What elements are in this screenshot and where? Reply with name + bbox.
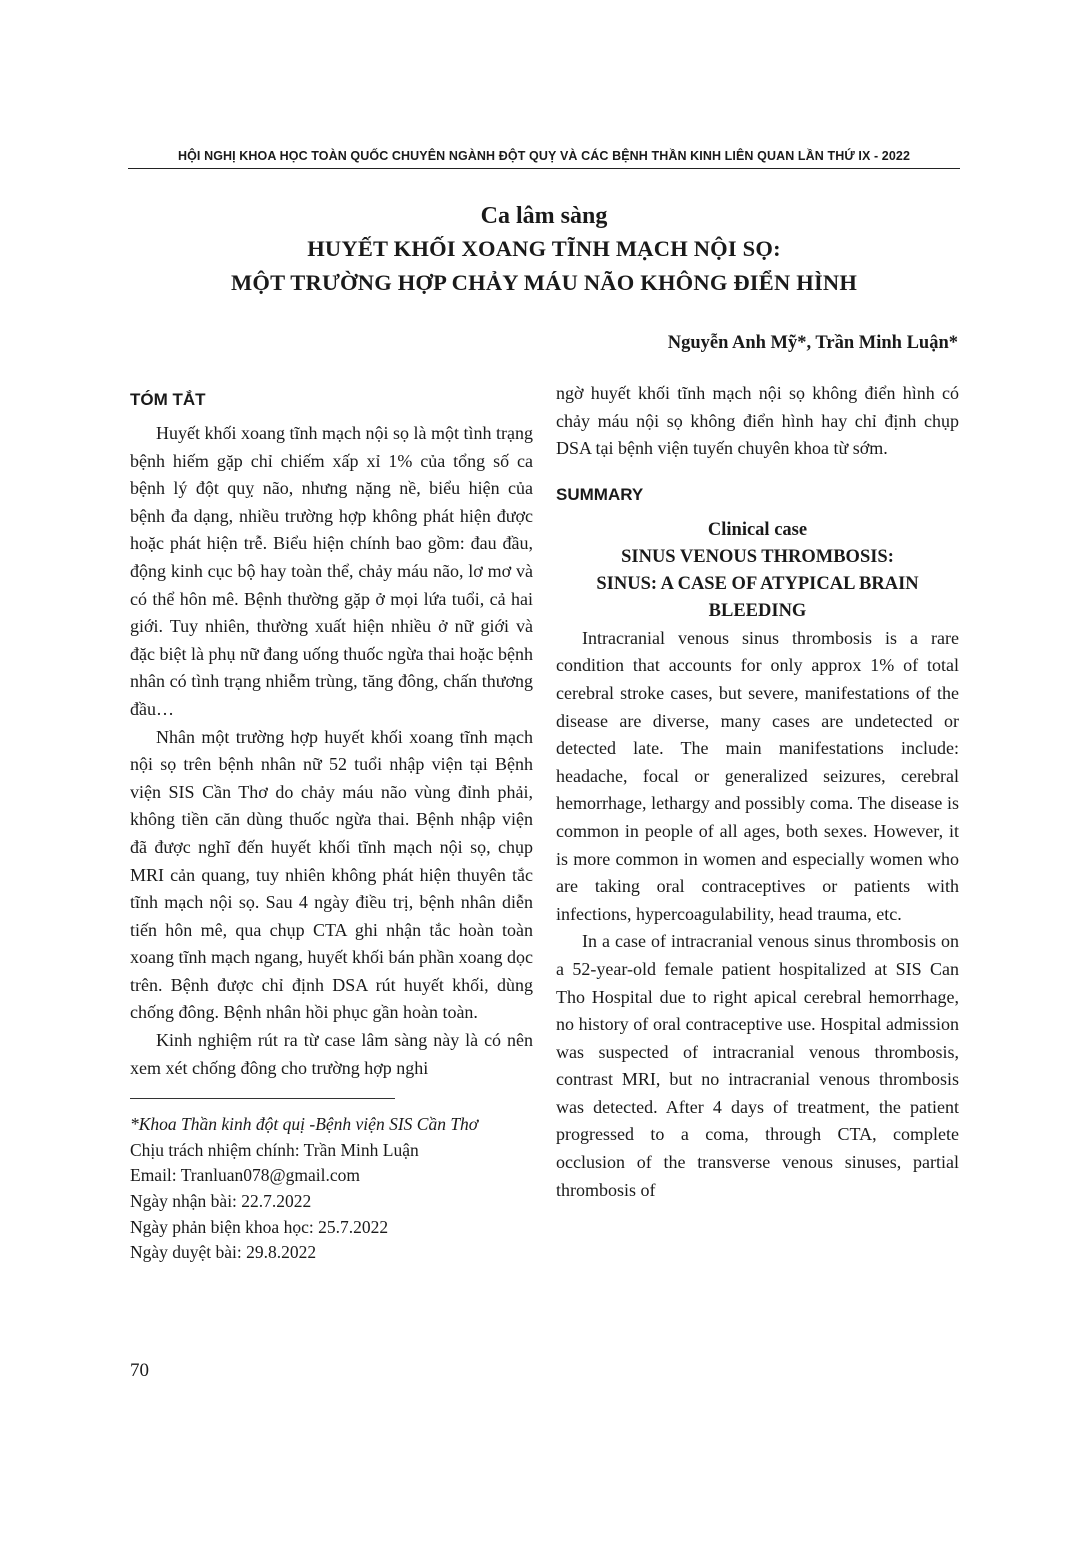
summary-title-line-3: SINUS: A CASE OF ATYPICAL BRAIN BLEEDING (596, 573, 919, 621)
running-header: HỘI NGHỊ KHOA HỌC TOÀN QUỐC CHUYÊN NGÀNH ĐỘT QUỴ VÀ CÁC BỆNH THẦN KINH LIÊN QUAN LẦN THỨ IX - 2022 (177, 149, 910, 163)
title-line-1: HUYẾT KHỐI XOANG TĨNH MẠCH NỘI SỌ: (307, 236, 781, 261)
footnote-approved: Ngày duyệt bài: 29.8.2022 (130, 1242, 317, 1263)
authors: Nguyễn Anh Mỹ*, Trần Minh Luận* (667, 333, 958, 353)
left-column (130, 380, 533, 1266)
right-column (556, 380, 959, 1204)
abstract-heading: TÓM TẮT (130, 390, 206, 409)
abstract-paragraph-3-continued: ngờ huyết khối tĩnh mạch nội sọ không điển hình có chảy máu nội sọ không điển hình hay chỉ định chụp DSA tại bệnh viện tuyến chuyên khoa từ sớm. (556, 383, 959, 459)
footnote-responsible: Chịu trách nhiệm chính: Trần Minh Luận (130, 1139, 419, 1160)
footnote-reviewed: Ngày phản biện khoa học: 25.7.2022 (130, 1216, 389, 1237)
footnote-received: Ngày nhận bài: 22.7.2022 (130, 1191, 312, 1212)
case-label: Ca lâm sàng (480, 203, 608, 229)
summary-title-line-1: Clinical case (707, 519, 808, 540)
page-number: 70 (130, 1360, 149, 1381)
abstract-paragraph-3: Kinh nghiệm rút ra từ case lâm sàng này là có nên xem xét chống đông cho trường hợp nghi (130, 1030, 533, 1078)
abstract-paragraph-1: Huyết khối xoang tĩnh mạch nội sọ là một tình trạng bệnh hiếm gặp chỉ chiếm xấp xỉ 1% của tổng số ca bệnh lý đột quỵ não, nhưng nặng nề, biểu hiện của bệnh đa dạng, nhiều trường hợp không phát hiện được hoặc phát hiện trễ. Biểu hiện chính bao gồm: đau đầu, động kinh cục bộ hay toàn thể, chảy máu não, lơ mơ và có thể hôn mê. Bệnh thường gặp ở mọi lứa tuổi, cả hai giới. Tuy nhiên, thường xuất hiện nhiều ở nữ giới và đặc biệt là phụ nữ đang uống thuốc ngừa thai hoặc bệnh nhân có tình trạng nhiễm trùng, tăng đông, chấn thương đầu… (130, 423, 533, 719)
abstract-paragraph-2: Nhân một trường hợp huyết khối xoang tĩnh mạch nội sọ trên bệnh nhân nữ 52 tuổi nhập viện tại Bệnh viện SIS Cần Thơ do chảy máu não vùng đỉnh phải, không tiền căn dùng thuốc ngừa thai. Bệnh nhập viện đã được nghĩ đến huyết khối tĩnh mạch nội sọ, chụp MRI cản quang, tuy nhiên không phát hiện thuyên tắc tĩnh mạch nội sọ. Sau 4 ngày điều trị, bệnh nhân diễn tiến hôn mê, qua chụp CTA ghi nhận tắc hoàn toàn xoang tĩnh mạch ngang, huyết khối bán phần xoang dọc trên. Bệnh được chỉ định DSA rút huyết khối, dùng chống đông. Bệnh nhân hồi phục gần hoàn toàn. (130, 726, 533, 1023)
footnote-email: Email: Tranluan078@gmail.com (130, 1165, 360, 1186)
header-rule (128, 168, 960, 169)
summary-title (556, 517, 959, 625)
summary-heading: SUMMARY (556, 484, 644, 504)
summary-paragraph-1: Intracranial venous sinus thrombosis is a rare condition that accounts for only approx 1% of total cerebral stroke cases, but severe, manifestations of the disease are diverse, many cases are undetected or detected late. The main manifestations include: headache, focal or generalized seizures, cerebral hemorrhage, lethargy and possibly coma. The disease is common in people of all ages, both sexes. However, it is more common in women and especially women who are taking oral contraceptives or patients with infections, hypercoagulability, head trauma, etc. (556, 627, 959, 924)
title-block (128, 200, 960, 300)
footnote (130, 1112, 533, 1266)
footnote-rule (130, 1098, 395, 1099)
title-line-2: MỘT TRƯỜNG HỢP CHẢY MÁU NÃO KHÔNG ĐIỂN HÌNH (230, 270, 858, 295)
footnote-affiliation: *Khoa Thần kinh đột quị -Bệnh viện SIS Cần Thơ (130, 1114, 479, 1135)
summary-paragraph-2: In a case of intracranial venous sinus thrombosis on a 52-year-old female patient hospitalized at SIS Can Tho Hospital due to right apical cerebral hemorrhage, no history of oral contraceptive use. Hospital admission was suspected of intracranial venous thrombosis, contrast MRI, but no intracranial venous thrombosis was detected. After 4 days of treatment, the patient progressed to a coma, through CTA, complete occlusion of the transverse venous sinuses, partial thrombosis of (556, 931, 959, 1200)
summary-title-line-2: SINUS VENOUS THROMBOSIS: (621, 546, 894, 567)
